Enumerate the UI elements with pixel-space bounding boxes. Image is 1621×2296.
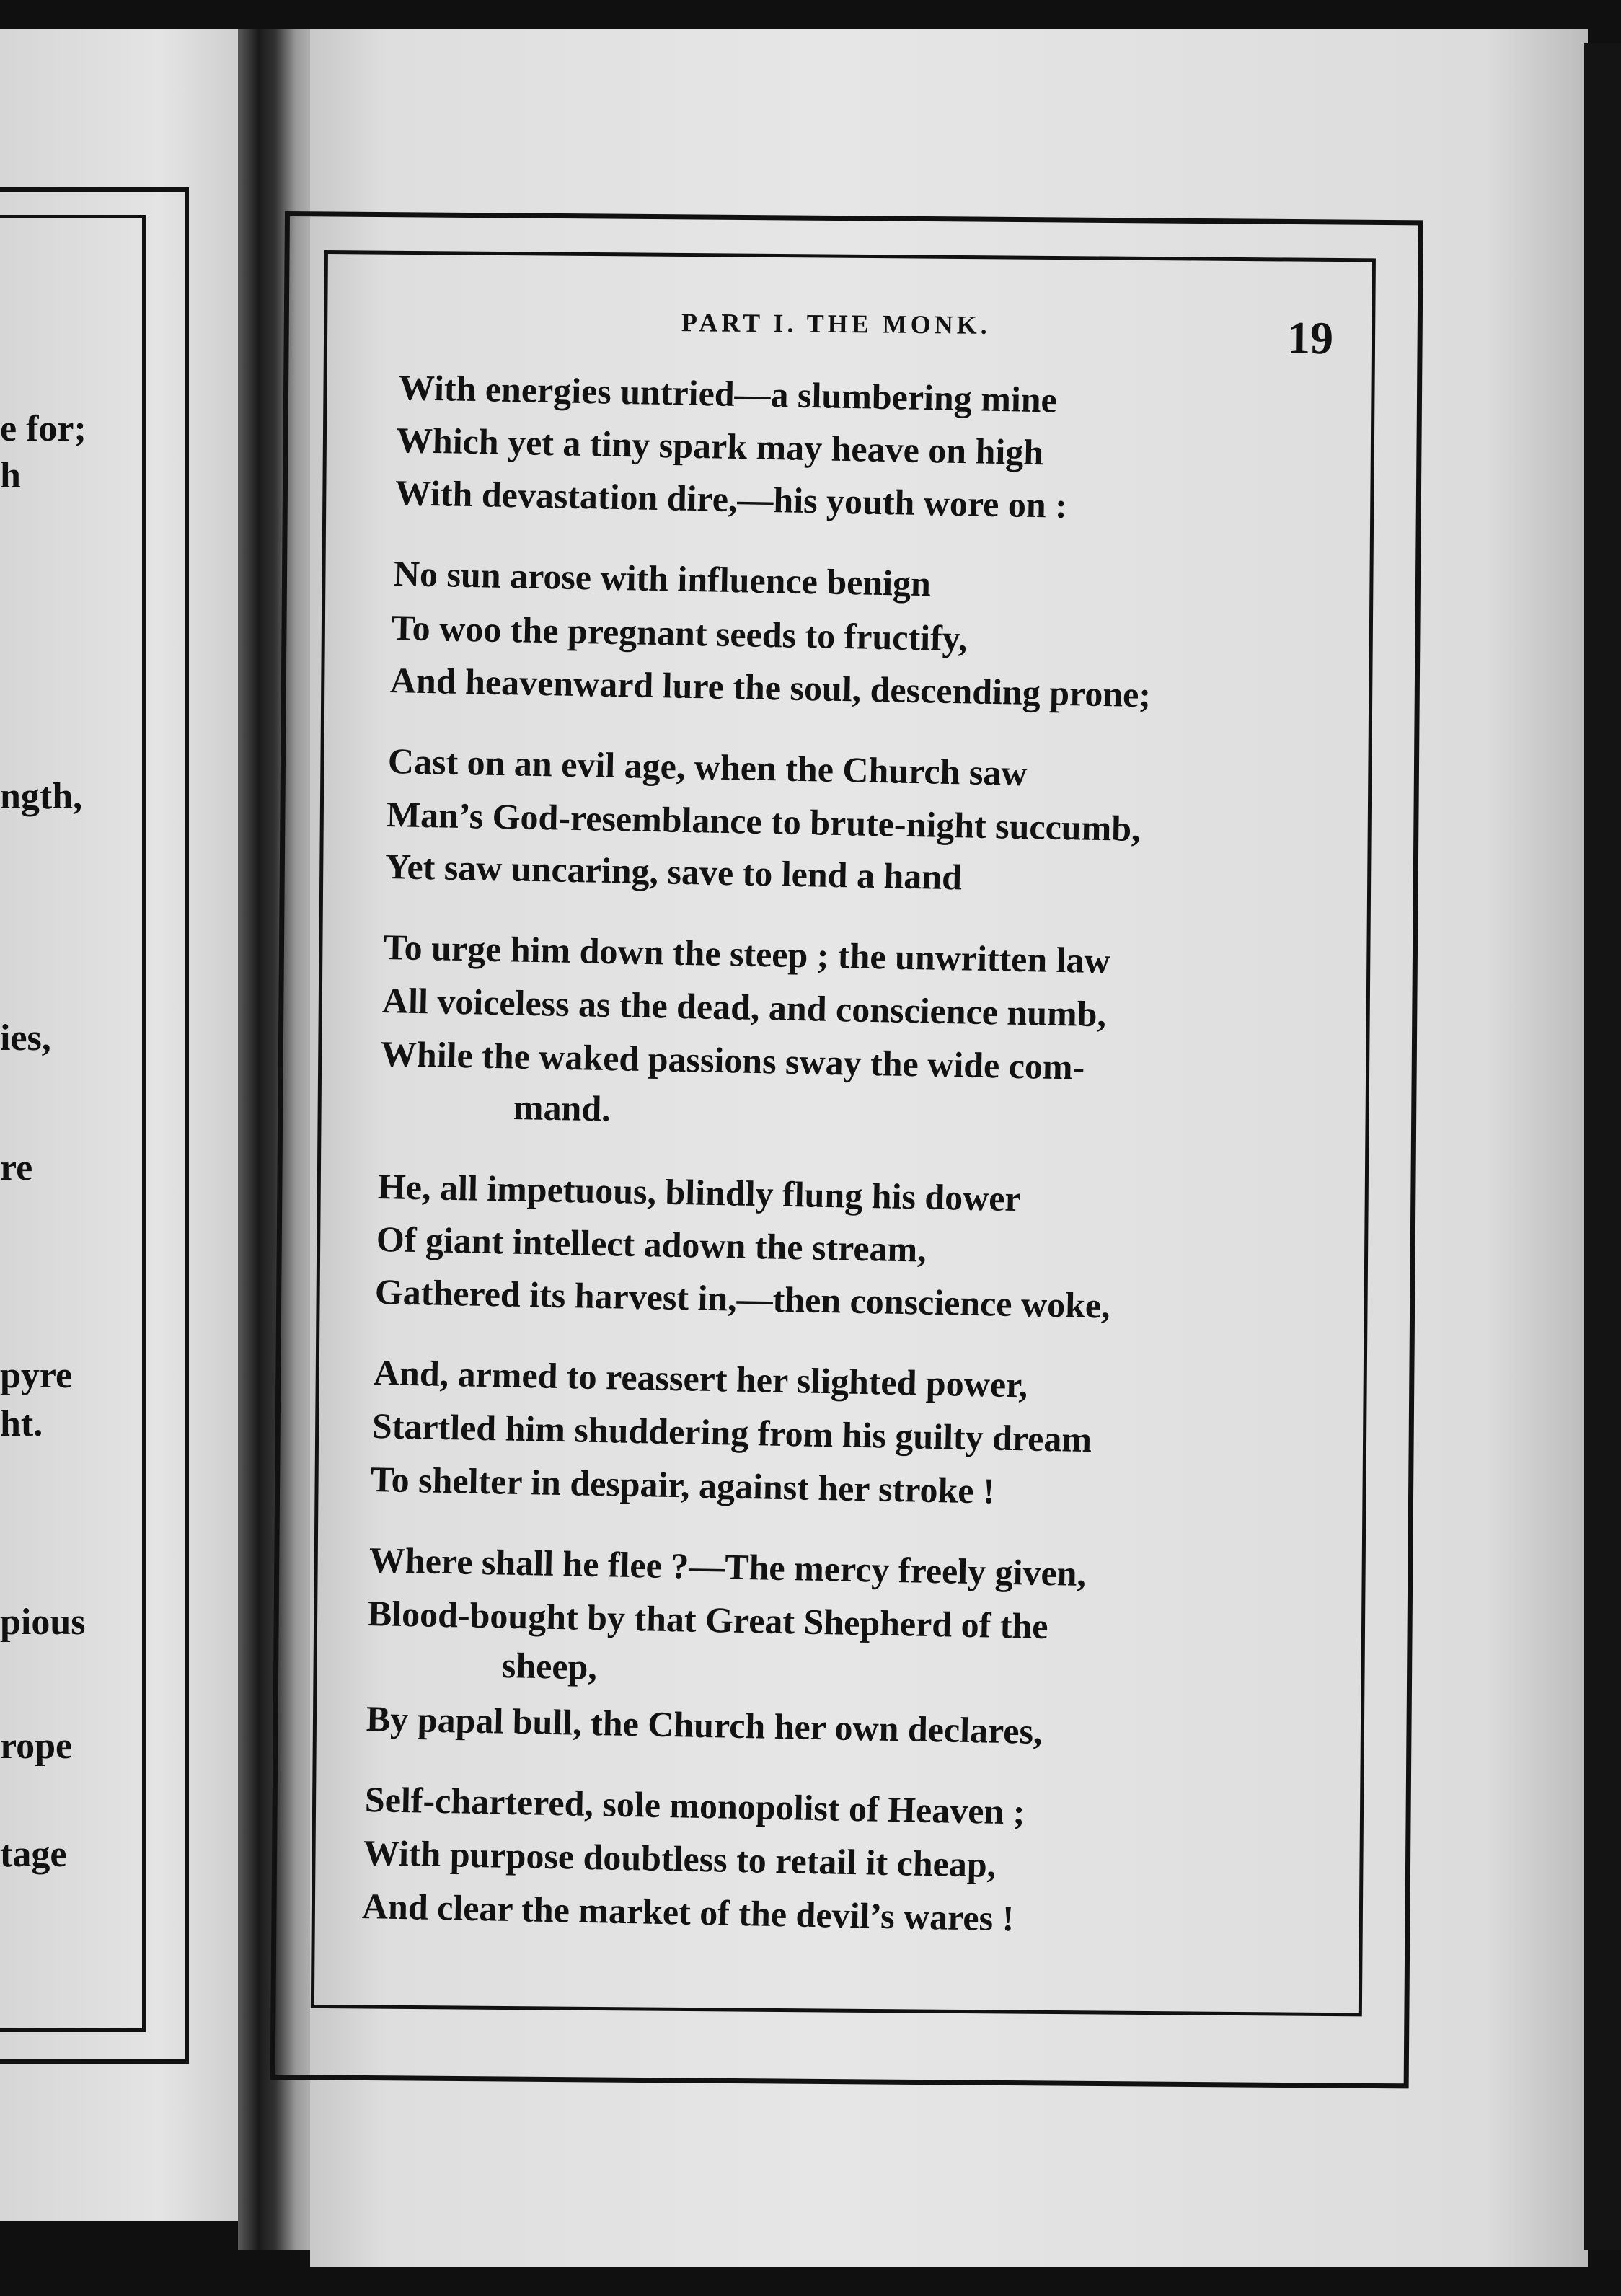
poem-line: And heavenward lure the soul, descending prone; (389, 660, 1152, 715)
poem-line: All voiceless as the dead, and conscience numb, (381, 980, 1107, 1035)
left-page-fragment: e for; (0, 408, 87, 449)
poem-line: And, armed to reassert her slighted power, (373, 1352, 1028, 1405)
poem-line: With energies untried—a slumbering mine (398, 367, 1058, 420)
left-page-fragment: tage (0, 1834, 67, 1875)
poem-line: With devastation dire,—his youth wore on : (394, 472, 1068, 526)
poem-line: To urge him down the steep ; the unwritten law (383, 927, 1111, 981)
poem-line: And clear the market of the devil’s wares ! (361, 1886, 1015, 1939)
poem-line: mand. (513, 1087, 611, 1129)
page-number: 19 (1286, 312, 1334, 364)
poem-line: Of giant intellect adown the stream, (376, 1219, 927, 1270)
poem-line: To shelter in despair, against her stroke ! (370, 1459, 996, 1511)
poem-line: Blood-bought by that Great Shepherd of the (367, 1593, 1049, 1647)
poem-line: To woo the pregnant seeds to fructify, (391, 607, 968, 659)
poem-line: Cast on an evil age, when the Church saw (387, 741, 1028, 794)
running-head: PART I. THE MONK. (681, 308, 991, 340)
poem-line: Self-chartered, sole monopolist of Heaven ; (364, 1779, 1025, 1832)
left-page-fragment: h (0, 455, 21, 496)
poem-line: Yet saw uncaring, save to lend a hand (384, 846, 963, 898)
poem-line: Which yet a tiny spark may heave on high (396, 420, 1044, 473)
left-page-fragment: pyre (0, 1355, 73, 1396)
left-page-fragment: ngth, (0, 776, 83, 817)
poem-line: No sun arose with influence benign (393, 553, 932, 604)
poem-line: Man’s God-resemblance to brute-night succumb, (386, 794, 1141, 849)
left-page-fragment: ht. (0, 1403, 43, 1444)
poem-line: Where shall he flee ?—The mercy freely given, (368, 1540, 1087, 1594)
poem-line: By papal bull, the Church her own declares, (366, 1698, 1043, 1752)
poem-line: He, all impetuous, blindly flung his dower (377, 1166, 1022, 1219)
poem-line: Startled him shuddering from his guilty dream (371, 1405, 1092, 1460)
left-page-fragment: re (0, 1147, 33, 1188)
left-page-fragment: rope (0, 1726, 73, 1767)
poem-line: While the waked passions sway the wide com- (380, 1033, 1085, 1087)
left-page-fragment: ies, (0, 1017, 51, 1059)
poem-line: With purpose doubtless to retail it cheap, (363, 1832, 997, 1885)
left-page-fragment: pious (0, 1602, 86, 1643)
poem-line: Gathered its harvest in,—then conscience woke, (374, 1271, 1111, 1326)
poem-line: sheep, (501, 1645, 598, 1687)
